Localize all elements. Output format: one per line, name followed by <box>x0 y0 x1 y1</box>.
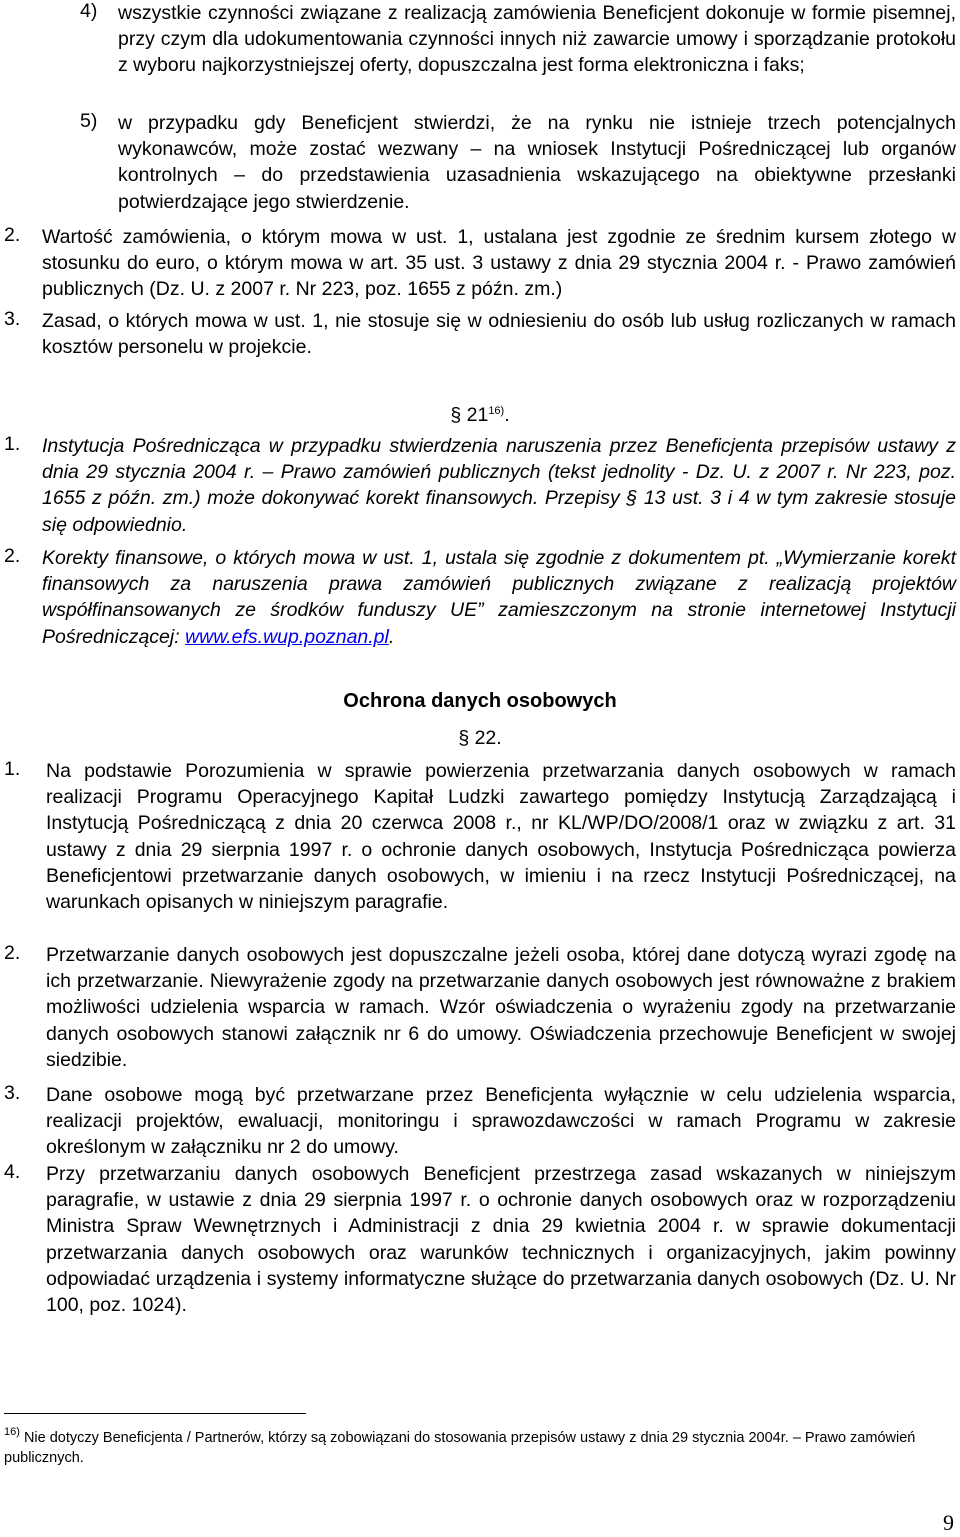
para21-number-2: 2. <box>4 545 21 567</box>
para22-item-3: Dane osobowe mogą być przetwarzane przez Beneficjenta wyłącznie w celu udzielenia wsparcia, realizacji projektów, ewaluacji, monitoringu i sprawozdawczości w ramach Programu w zakresie określonym w załączniku nr 2 do umowy. <box>46 1084 956 1159</box>
section-title: Ochrona danych osobowych <box>343 690 617 712</box>
paragraph-21-label: § 21 <box>450 404 489 426</box>
page-number: 9 <box>943 1510 954 1535</box>
para22-number-2: 2. <box>4 942 21 964</box>
para22-number-1: 1. <box>4 758 21 780</box>
list-item-4: wszystkie czynności związane z realizacją zamówienia Beneficjent dokonuje w formie pisemnej, przy czym dla udokumentowania czynności innych niż zawarcie umowy i sporządzanie protokołu z wyboru najkorzystniejszej oferty, dopuszczalna jest forma elektroniczna i faks; <box>118 2 956 77</box>
para22-number-3: 3. <box>4 1082 21 1104</box>
paragraph-21-heading <box>0 402 960 428</box>
footnote-mark: 16) <box>4 1426 20 1438</box>
section-3-text: Zasad, o których mowa w ust. 1, nie stosuje się w odniesieniu do osób lub usług rozliczanych w ramach kosztów personelu w projekcie. <box>42 310 956 359</box>
paragraph-21-period: . <box>504 404 510 426</box>
list-number-5: 5) <box>80 110 98 132</box>
footnote-text: Nie dotyczy Beneficjenta / Partnerów, którzy są zobowiązani do stosowania przepisów ustawy z dnia 29 stycznia 2004r. – Prawo zamówień publicznych. <box>4 1430 916 1466</box>
paragraph-22-heading: § 22. <box>458 727 502 749</box>
para21-item-1: Instytucja Pośrednicząca w przypadku stwierdzenia naruszenia przez Beneficjenta przepisów ustawy z dnia 29 stycznia 2004 r. – Prawo zamówień publicznych (tekst jednolity - Dz. U. z 2007 r. Nr 223, poz. 1655 z późn. zm.) może dokonywać korekt finansowych. Przepisy § 13 ust. 3 i 4 w tym zakresie stosuje się odpowiednio. <box>42 435 956 536</box>
para21-number-1: 1. <box>4 433 21 455</box>
para22-item-1: Na podstawie Porozumienia w sprawie powierzenia przetwarzania danych osobowych w ramach realizacji Programu Operacyjnego Kapitał Ludzki zawartego pomiędzy Instytucją Zarządzającą i Instytucją Pośredniczącą z dnia 20 czerwca 2008 r., nr KL/WP/DO/2008/1 oraz w związku z art. 31 ustawy z dnia 29 sierpnia 1997 r. o ochronie danych osobowych, Instytucja Pośrednicząca powierza Beneficjentowi przetwarzanie danych osobowych, w imieniu i na rzecz Instytucji Pośredniczącej, na warunkach opisanych w niniejszym paragrafie. <box>46 760 956 914</box>
list-number-4: 4) <box>80 0 98 22</box>
para22-item-4: Przy przetwarzaniu danych osobowych Beneficjent przestrzega zasad wskazanych w niniejszym paragrafie, w ustawie z dnia 29 sierpnia 1997 r. o ochronie danych osobowych oraz w rozporządzeniu Ministra Spraw Wewnętrznych i Administracji z dnia 29 kwietnia 2004 r. w sprawie dokumentacji przetwarzania danych osobowych oraz warunków technicznych i organizacyjnych, jakim powinny odpowiadać urządzenia i systemy informatyczne służące do przetwarzania danych osobowych (Dz. U. Nr 100, poz. 1024). <box>46 1163 956 1317</box>
website-link[interactable]: www.efs.wup.poznan.pl <box>185 625 389 648</box>
para21-item-2-text: Korekty finansowe, o których mowa w ust. 1, ustala się zgodnie z dokumentem pt. „Wymierzanie korekt finansowych za naruszenia prawa zamówień publicznych związane z realizacją projektów współfinansowanych ze środków funduszy UE” zamieszczonym na stronie internetowej Instytucji Pośredniczącej: <box>42 547 956 648</box>
para21-item-2 <box>42 545 956 650</box>
list-item-5: w przypadku gdy Beneficjent stwierdzi, że na rynku nie istnieje trzech potencjalnych wykonawców, może zostać wezwany – na wniosek Instytucji Pośredniczącej lub organów kontrolnych – do przedstawienia uzasadnienia wskazującego na obiektywne przesłanki potwierdzające jego stwierdzenie. <box>118 112 956 213</box>
section-number-2: 2. <box>4 224 21 246</box>
footnote <box>4 1428 944 1468</box>
section-number-3: 3. <box>4 308 21 330</box>
para22-item-2: Przetwarzanie danych osobowych jest dopuszczalne jeżeli osoba, której dane dotyczą wyrazi zgodę na ich przetwarzanie. Niewyrażenie zgody na przetwarzanie danych osobowych jest równoważne z brakiem możliwości udzielenia wsparcia w ramach. Wzór oświadczenia o wyrażeniu zgody na przetwarzanie danych osobowych stanowi załącznik nr 6 do umowy. Oświadczenia przechowuje Beneficjent w swojej siedzibie. <box>46 944 956 1071</box>
para21-item-2-end: . <box>388 625 395 648</box>
section-2-text: Wartość zamówienia, o którym mowa w ust. 1, ustalana jest zgodnie ze średnim kursem złotego w stosunku do euro, o którym mowa w art. 35 ust. 3 ustawy z dnia 29 stycznia 2004 r. - Prawo zamówień publicznych (Dz. U. z 2007 r. Nr 223, poz. 1655 z późn. zm.) <box>42 226 956 301</box>
footnote-separator <box>4 1413 306 1414</box>
para22-number-4: 4. <box>4 1161 21 1183</box>
footnote-reference: 16) <box>488 405 505 417</box>
